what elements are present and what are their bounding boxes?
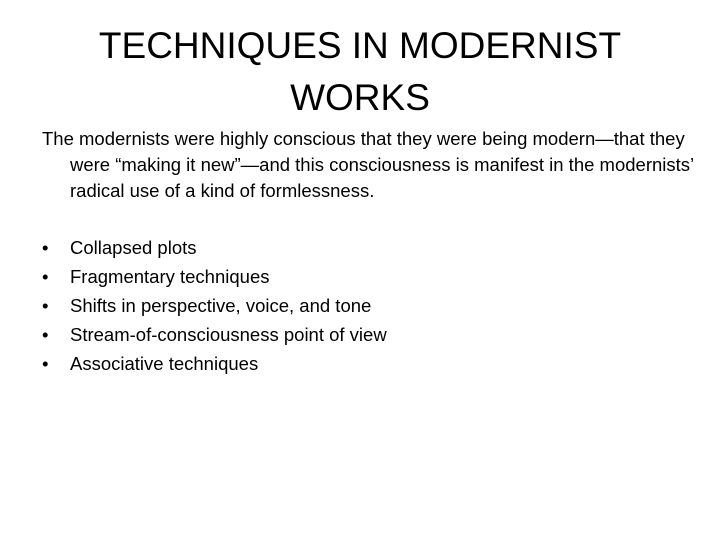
bullet-item <box>42 291 682 320</box>
slide-title: TECHNIQUES IN MODERNIST WORKS <box>98 25 622 118</box>
bullet-icon: • <box>42 324 49 345</box>
bullet-item <box>42 262 682 291</box>
bullet-text: Collapsed plots <box>70 237 197 258</box>
bullet-text: Shifts in perspective, voice, and tone <box>70 295 372 316</box>
bullet-item <box>42 349 682 378</box>
bullet-list <box>42 233 682 378</box>
bullet-text: Stream-of-consciousness point of view <box>70 324 387 345</box>
bullet-icon: • <box>42 295 49 316</box>
bullet-item <box>42 233 682 262</box>
bullet-item <box>42 320 682 349</box>
bullet-icon: • <box>42 353 49 374</box>
bullet-icon: • <box>42 266 49 287</box>
bullet-text: Fragmentary techniques <box>70 266 270 287</box>
bullet-text: Associative techniques <box>70 353 259 374</box>
intro-paragraph: The modernists were highly conscious that they were being modern—that they were “making it new”—and this consciousness is manifest in the modernists’ radical use of a kind of formlessness. <box>42 128 694 201</box>
bullet-icon: • <box>42 237 49 258</box>
